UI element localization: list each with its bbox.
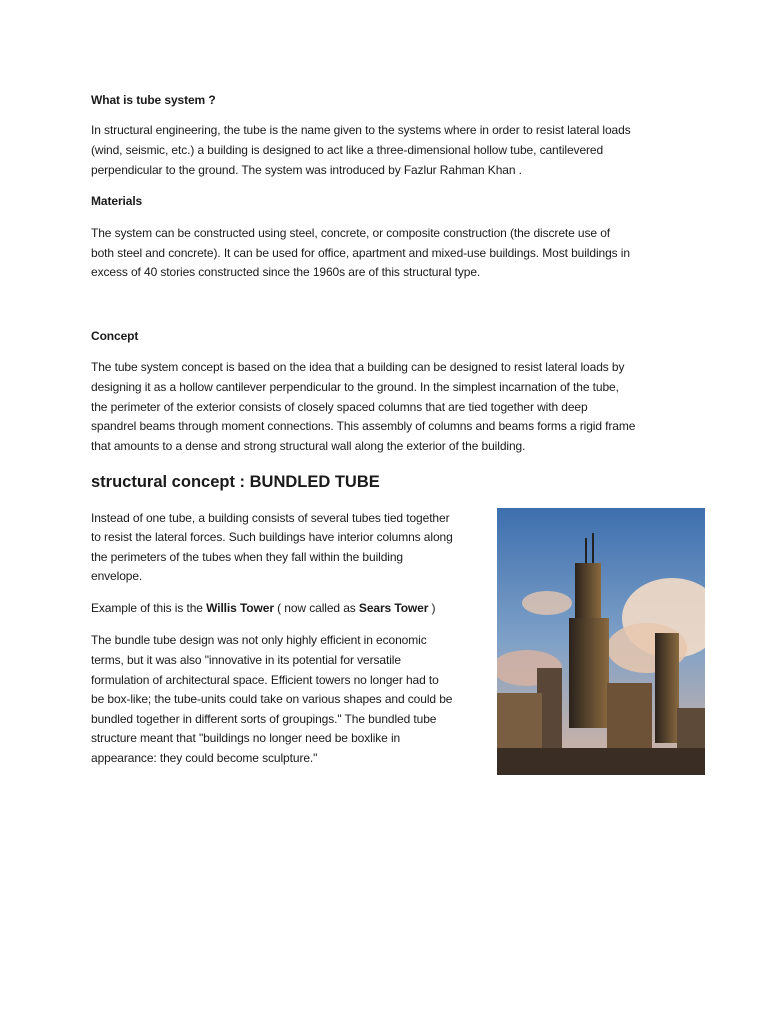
sears-tower: Sears Tower (358, 601, 429, 615)
heading-what-is-tube-system: What is tube system ? (91, 93, 216, 107)
example-mid: ( now called as (273, 601, 359, 615)
heading-bundled-tube: structural concept : BUNDLED TUBE (91, 473, 380, 491)
heading-materials: Materials (91, 194, 143, 208)
paragraph-line: The system can be constructed using steel, concrete, or composite construction (the discrete use of (91, 226, 611, 240)
paragraph-line: spandrel beams through moment connections. This assembly of columns and beams forms a rigid frame (91, 419, 636, 433)
paragraph-line: excess of 40 stories constructed since the 1960s are of this structural type. (91, 265, 481, 279)
paragraph-line: designing it as a hollow cantilever perpendicular to the ground. In the simplest incarnation of the tube, (91, 380, 619, 394)
paragraph-line: the perimeter of the exterior consists of closely spaced columns that are tied together with deep (91, 400, 588, 414)
paragraph-line: The tube system concept is based on the idea that a building can be designed to resist lateral loads by (91, 360, 625, 374)
paragraph-line: that amounts to a dense and strong structural wall along the exterior of the building. (91, 439, 526, 453)
paragraph-line: be box-like; the tube-units could take on various shapes and could be (91, 692, 453, 706)
paragraph-line: envelope. (91, 569, 143, 583)
paragraph-line: appearance: they could become sculpture." (91, 751, 318, 765)
paragraph-line: structure meant that "buildings no longer need be boxlike in (91, 731, 401, 745)
paragraph-line: (wind, seismic, etc.) a building is designed to act like a three-dimensional hollow tube, cantilevered (91, 143, 604, 157)
paragraph-line: bundled together in different sorts of groupings." The bundled tube (91, 712, 437, 726)
willis-tower-photo (497, 508, 705, 775)
heading-concept: Concept (91, 329, 139, 343)
paragraph-line: In structural engineering, the tube is the name given to the systems where in order to resist lateral loads (91, 123, 631, 137)
paragraph-line: formulation of architectural space. Efficient towers no longer had to (91, 673, 439, 687)
example-line (91, 601, 435, 615)
paragraph-line: Instead of one tube, a building consists of several tubes tied together (91, 511, 450, 525)
paragraph-line: perpendicular to the ground. The system was introduced by Fazlur Rahman Khan . (91, 163, 522, 177)
paragraph-line: terms, but it was also "innovative in its potential for versatile (91, 653, 401, 667)
example-suffix: ) (428, 601, 436, 615)
example-prefix: Example of this is the (91, 601, 207, 615)
paragraph-line: the perimeters of the tubes when they fall within the building (91, 550, 403, 564)
willis-tower: Willis Tower (206, 601, 274, 615)
paragraph-line: both steel and concrete). It can be used for office, apartment and mixed-use buildings. Most buildings in (91, 246, 630, 260)
paragraph-line: The bundle tube design was not only highly efficient in economic (91, 633, 427, 647)
paragraph-line: to resist the lateral forces. Such buildings have interior columns along (91, 530, 453, 544)
